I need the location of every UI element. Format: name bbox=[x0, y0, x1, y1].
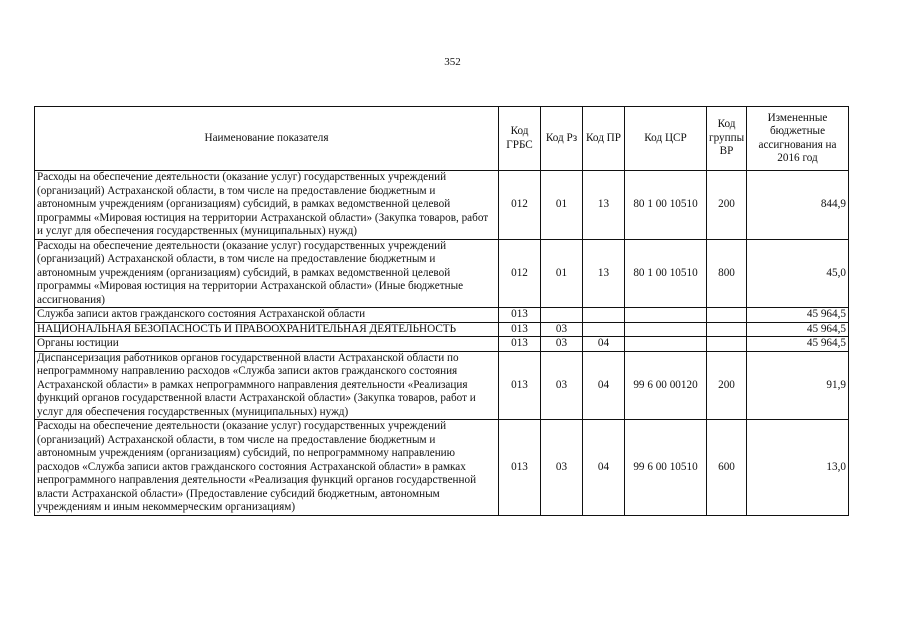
row-vr: 200 bbox=[707, 351, 747, 420]
row-pr: 04 bbox=[583, 351, 625, 420]
row-pr: 04 bbox=[583, 420, 625, 516]
row-rz: 03 bbox=[541, 351, 583, 420]
row-csr bbox=[625, 337, 707, 352]
header-pr: Код ПР bbox=[583, 107, 625, 171]
row-pr: 04 bbox=[583, 337, 625, 352]
row-grbs: 013 bbox=[499, 322, 541, 337]
row-amount: 45 964,5 bbox=[747, 308, 849, 323]
row-name: Расходы на обеспечение деятельности (оказание услуг) государственных учреждений (организаций) Астраханской области, в том числе на предоставление бюджетным и автономным учреждениям (организациям) субсидий, в рамках ведомственной целевой программы «Мировая юстиция на территории Астраханской области» (Иные бюджетные ассигнования) bbox=[35, 239, 499, 308]
table-row bbox=[35, 337, 849, 352]
row-name: Диспансеризация работников органов государственной власти Астраханской области по непрограммному направлению расходов «Служба записи актов гражданского состояния Астраханской области» в рамках непрограммного направления деятельности «Реализация функций органов государственной власти Астраханской области» (Закупка товаров, работ и услуг для обеспечения государственных (муниципальных) нужд) bbox=[35, 351, 499, 420]
row-grbs: 012 bbox=[499, 239, 541, 308]
row-vr bbox=[707, 337, 747, 352]
row-vr: 800 bbox=[707, 239, 747, 308]
row-grbs: 013 bbox=[499, 351, 541, 420]
row-csr bbox=[625, 308, 707, 323]
row-amount: 13,0 bbox=[747, 420, 849, 516]
row-csr: 99 6 00 10510 bbox=[625, 420, 707, 516]
header-amount: Измененные бюджетные ассигнования на 2016 год bbox=[747, 107, 849, 171]
row-grbs: 013 bbox=[499, 337, 541, 352]
row-vr bbox=[707, 308, 747, 323]
row-rz: 03 bbox=[541, 337, 583, 352]
row-vr bbox=[707, 322, 747, 337]
budget-table bbox=[34, 106, 849, 516]
row-pr: 13 bbox=[583, 239, 625, 308]
row-name: Расходы на обеспечение деятельности (оказание услуг) государственных учреждений (организаций) Астраханской области, в том числе на предоставление бюджетным и автономным учреждениям (организациям) субсидий, по непрограммному направлению расходов «Служба записи актов гражданского состояния Астраханской области» в рамках непрограммного направления деятельности «Реализация функций органов государственной власти Астраханской области» (Предоставление субсидий бюджетным, автономным учреждениям и иным некоммерческим организациям) bbox=[35, 420, 499, 516]
header-rz: Код Рз bbox=[541, 107, 583, 171]
header-grbs: Код ГРБС bbox=[499, 107, 541, 171]
header-csr: Код ЦСР bbox=[625, 107, 707, 171]
row-amount: 45 964,5 bbox=[747, 322, 849, 337]
header-vr: Код группы ВР bbox=[707, 107, 747, 171]
row-grbs: 013 bbox=[499, 308, 541, 323]
header-name: Наименование показателя bbox=[35, 107, 499, 171]
row-csr: 99 6 00 00120 bbox=[625, 351, 707, 420]
row-vr: 600 bbox=[707, 420, 747, 516]
row-pr bbox=[583, 322, 625, 337]
table-row bbox=[35, 308, 849, 323]
row-vr: 200 bbox=[707, 171, 747, 240]
row-amount: 844,9 bbox=[747, 171, 849, 240]
row-rz: 01 bbox=[541, 239, 583, 308]
row-rz: 03 bbox=[541, 420, 583, 516]
row-pr bbox=[583, 308, 625, 323]
row-name: Расходы на обеспечение деятельности (оказание услуг) государственных учреждений (организаций) Астраханской области, в том числе на предоставление бюджетным и автономным учреждениям (организациям) субсидий, в рамках ведомственной целевой программы «Мировая юстиция на территории Астраханской области» (Закупка товаров, работ и услуг для обеспечения государственных (муниципальных) нужд) bbox=[35, 171, 499, 240]
row-rz: 03 bbox=[541, 322, 583, 337]
row-name: Служба записи актов гражданского состояния Астраханской области bbox=[35, 308, 499, 323]
table-header-row bbox=[35, 107, 849, 171]
row-csr: 80 1 00 10510 bbox=[625, 239, 707, 308]
row-grbs: 013 bbox=[499, 420, 541, 516]
row-csr bbox=[625, 322, 707, 337]
row-grbs: 012 bbox=[499, 171, 541, 240]
table-row bbox=[35, 239, 849, 308]
row-name: НАЦИОНАЛЬНАЯ БЕЗОПАСНОСТЬ И ПРАВООХРАНИТЕЛЬНАЯ ДЕЯТЕЛЬНОСТЬ bbox=[35, 322, 499, 337]
table-row bbox=[35, 171, 849, 240]
table-row bbox=[35, 322, 849, 337]
table-row bbox=[35, 420, 849, 516]
row-rz: 01 bbox=[541, 171, 583, 240]
row-name: Органы юстиции bbox=[35, 337, 499, 352]
page-number: 352 bbox=[444, 56, 461, 68]
row-csr: 80 1 00 10510 bbox=[625, 171, 707, 240]
row-amount: 45,0 bbox=[747, 239, 849, 308]
table-row bbox=[35, 351, 849, 420]
row-amount: 91,9 bbox=[747, 351, 849, 420]
row-amount: 45 964,5 bbox=[747, 337, 849, 352]
row-pr: 13 bbox=[583, 171, 625, 240]
row-rz bbox=[541, 308, 583, 323]
